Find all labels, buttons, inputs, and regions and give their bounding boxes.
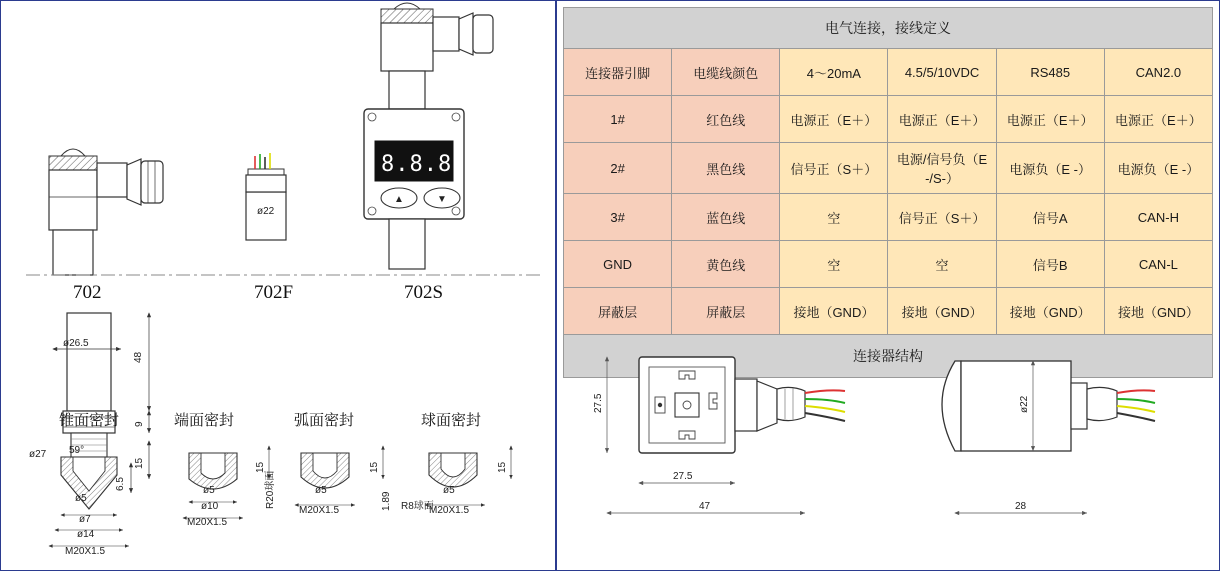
seal-detail-arc [263, 412, 383, 516]
connector-structure-figure [563, 331, 1213, 563]
model-702-drawing [49, 149, 163, 275]
value-cell: 电源正（E＋） [1104, 96, 1212, 143]
color-cell: 红色线 [672, 96, 780, 143]
col-header-pin: 连接器引脚 [564, 49, 672, 96]
dim-15-flat: 15 [255, 461, 266, 473]
table-row [564, 194, 1213, 241]
mechanical-drawings-svg [1, 1, 555, 570]
dim-d22: ø22 [257, 206, 275, 217]
thread-cone: M20X1.5 [65, 546, 106, 557]
model-label-702f: 702F [254, 282, 294, 303]
value-cell: 接地（GND） [1104, 288, 1212, 335]
dim-r8: R8球面 [401, 501, 434, 512]
thread-flat: M20X1.5 [187, 517, 228, 528]
table-row [564, 96, 1213, 143]
table-row [564, 288, 1213, 335]
value-cell: 空 [888, 241, 996, 288]
seal-label-arc: 弧面密封 [294, 412, 355, 429]
down-arrow-icon: ▼ [437, 194, 447, 205]
color-cell: 蓝色线 [672, 194, 780, 241]
dim-round-d22: ø22 [1019, 395, 1030, 413]
color-cell: 黄色线 [672, 241, 780, 288]
value-cell: 空 [780, 241, 888, 288]
col-header-420ma: 4～20mA [780, 49, 888, 96]
dim-r20: R20球面 [265, 470, 276, 509]
up-arrow-icon: ▲ [394, 194, 404, 205]
wiring-panel [556, 0, 1220, 571]
value-cell: 电源/信号负（E -/S-） [888, 143, 996, 194]
pin-cell: 3# [564, 194, 672, 241]
thread-ball: M20X1.5 [429, 505, 470, 516]
seal-label-ball: 球面密封 [421, 412, 482, 429]
structure-section-title: 连接器结构 [564, 335, 1213, 378]
dim-48: 48 [133, 351, 144, 363]
col-header-can: CAN2.0 [1104, 49, 1212, 96]
table-header-row [564, 49, 1213, 96]
col-header-rs485: RS485 [996, 49, 1104, 96]
value-cell: CAN-H [1104, 194, 1212, 241]
value-cell: 电源正（E＋） [996, 96, 1104, 143]
model-702s-drawing [364, 3, 493, 269]
dim-height-275: 27.5 [593, 393, 604, 413]
pin-cell: 2# [564, 143, 672, 194]
dim-angle-59: 59° [69, 445, 85, 456]
value-cell: 接地（GND） [780, 288, 888, 335]
model-label-702s: 702S [404, 282, 444, 303]
value-cell: 电源负（E -） [1104, 143, 1212, 194]
dim-g27: ø27 [29, 449, 47, 460]
color-cell: 屏蔽层 [672, 288, 780, 335]
dim-d5-arc: ø5 [315, 485, 327, 496]
value-cell: 信号正（S＋） [780, 143, 888, 194]
din-connector-drawing [593, 357, 845, 513]
value-cell: 信号正（S＋） [888, 194, 996, 241]
dim-d265: ø26.5 [63, 338, 89, 349]
model-label-702: 702 [73, 282, 102, 303]
wiring-table-title: 电气连接，接线定义 [564, 8, 1213, 49]
seal-label-cone: 锥面密封 [59, 412, 120, 429]
value-cell: 信号A [996, 194, 1104, 241]
dim-189: 1.89 [381, 491, 392, 511]
pin-cell: 1# [564, 96, 672, 143]
dim-d5-ball: ø5 [443, 485, 455, 496]
dim-d14: ø14 [77, 529, 95, 540]
round-connector-drawing [942, 361, 1155, 513]
dim-d7: ø7 [79, 514, 91, 525]
dim-15-main: 15 [134, 457, 145, 469]
wiring-table-wrap [563, 7, 1213, 378]
value-cell: 电源正（E＋） [780, 96, 888, 143]
mechanical-drawing-panel [0, 0, 556, 571]
dim-width-275: 27.5 [673, 471, 693, 482]
seal-label-flat: 端面密封 [174, 412, 235, 429]
dim-round-len-28: 28 [1015, 501, 1027, 512]
pin-cell: GND [564, 241, 672, 288]
col-header-color: 电缆线颜色 [672, 49, 780, 96]
dim-65: 6.5 [115, 477, 126, 491]
color-cell: 黑色线 [672, 143, 780, 194]
col-header-vdc: 4.5/5/10VDC [888, 49, 996, 96]
dim-d5-flat: ø5 [203, 485, 215, 496]
dim-d5-cone: ø5 [75, 493, 87, 504]
seal-detail-ball [381, 412, 511, 516]
dim-length-47: 47 [699, 501, 711, 512]
dim-15-arc: 15 [369, 461, 380, 473]
dim-15-ball: 15 [497, 461, 508, 473]
dim-d10: ø10 [201, 501, 219, 512]
value-cell: 空 [780, 194, 888, 241]
value-cell: 电源正（E＋） [888, 96, 996, 143]
value-cell: 信号B [996, 241, 1104, 288]
pin-cell: 屏蔽层 [564, 288, 672, 335]
value-cell: 接地（GND） [996, 288, 1104, 335]
dim-9: 9 [134, 421, 145, 427]
digital-display-value: 8.8.8.8 [381, 152, 481, 177]
thread-arc: M20X1.5 [299, 505, 340, 516]
value-cell: 电源负（E -） [996, 143, 1104, 194]
model-702f-drawing [246, 153, 286, 240]
wiring-table [563, 7, 1213, 378]
table-row [564, 143, 1213, 194]
value-cell: 接地（GND） [888, 288, 996, 335]
table-row [564, 241, 1213, 288]
seal-detail-flat [174, 412, 269, 528]
value-cell: CAN-L [1104, 241, 1212, 288]
connector-drawings-svg [563, 331, 1213, 563]
